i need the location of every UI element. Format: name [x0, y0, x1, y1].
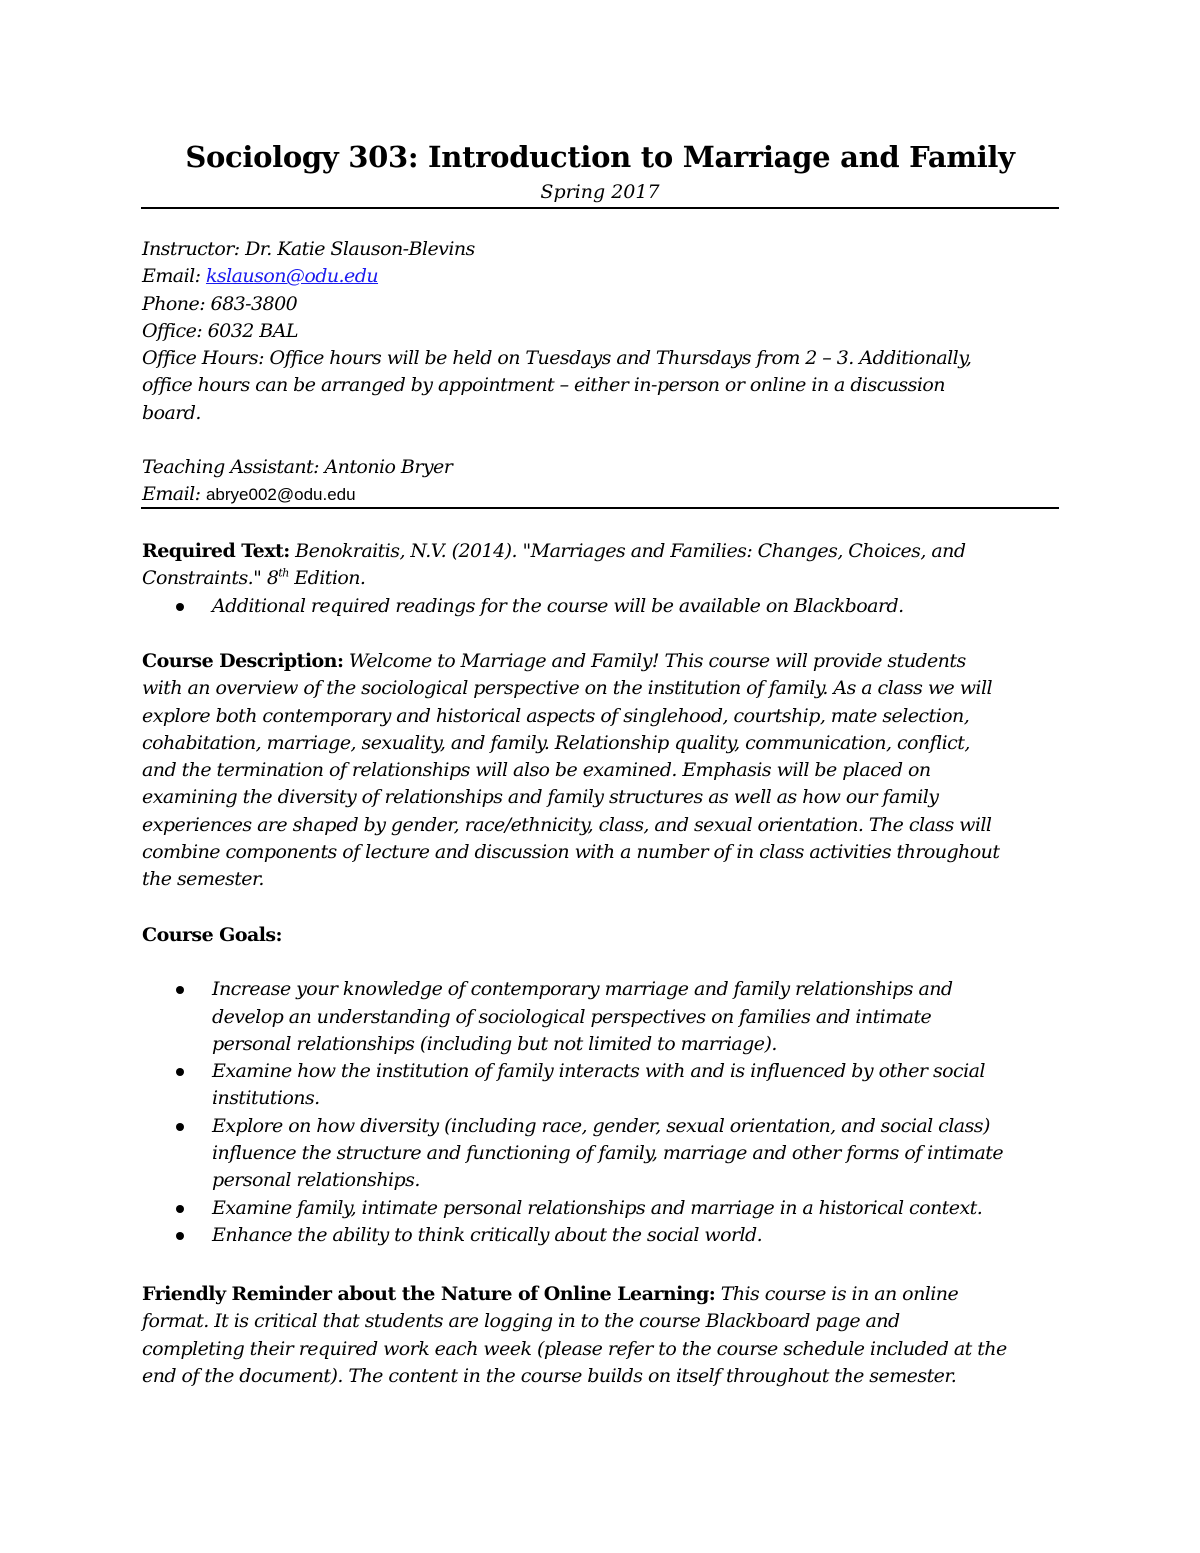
office-hours-line-3: board. [142, 401, 201, 424]
description-line-8: combine components of lecture and discussion with a number of in class activities throughout [142, 841, 1000, 864]
list-item [142, 1195, 1062, 1222]
required-text-section [142, 538, 1062, 620]
list-item-text: Additional required readings for the course will be available on Blackboard. [212, 594, 904, 617]
edition-superscript: th [278, 566, 289, 580]
goal-text: Explore on how diversity (including race, gender, sexual orientation, and social class) [212, 1114, 990, 1137]
required-text-label: Required Text: [142, 540, 290, 562]
ta-email-line [142, 481, 1062, 508]
ta-line: Teaching Assistant: Antonio Bryer [142, 456, 453, 479]
office-hours-line-2: office hours can be arranged by appointment – either in-person or online in a discussion [142, 374, 945, 397]
description-line-6: examining the diversity of relationships and family structures as well as how our family [142, 786, 939, 809]
goal-text: Increase your knowledge of contemporary marriage and family relationships and [212, 978, 953, 1001]
description-line-4: cohabitation, marriage, sexuality, and family. Relationship quality, communication, conflict, [142, 731, 970, 754]
instructor-line: Instructor: Dr. Katie Slauson-Blevins [142, 238, 475, 260]
page-title: Sociology 303: Introduction to Marriage and Family [185, 140, 1015, 174]
bullet-icon [176, 603, 184, 611]
course-description-label: Course Description: [142, 650, 344, 672]
office-hours-line-1: Office Hours: Office hours will be held on Tuesdays and Thursdays from 2 – 3. Additionally, [142, 347, 972, 370]
list-item [142, 593, 1062, 620]
bullet-icon [176, 1205, 184, 1213]
reminder-line-2: format. It is critical that students are logging in to the course Blackboard page and [142, 1310, 900, 1333]
ta-email-label: Email: [142, 483, 206, 506]
course-description-section [142, 648, 1062, 894]
reminder-label: Friendly Reminder about the Nature of Online Learning: [142, 1283, 716, 1305]
goal-text: personal relationships. [212, 1169, 420, 1192]
online-learning-reminder-section [142, 1281, 1062, 1390]
course-goals-section [142, 922, 1062, 1249]
email-line [142, 263, 1062, 290]
contact-divider [141, 507, 1059, 509]
contact-block [142, 236, 1062, 509]
edition-label: Edition. [288, 567, 366, 590]
reminder-line-4: end of the document). The content in the course builds on itself throughout the semester. [142, 1364, 957, 1387]
office-line: Office: 6032 BAL [142, 319, 298, 342]
list-item [142, 976, 1062, 1058]
list-item [142, 1222, 1062, 1249]
description-line-3: explore both contemporary and historical aspects of singlehood, courtship, mate selection, [142, 704, 970, 727]
instructor-email-link[interactable]: kslauson@odu.edu [205, 265, 379, 288]
goal-text: Examine family, intimate personal relationships and marriage in a historical context. [212, 1196, 983, 1219]
description-line-2: with an overview of the sociological perspective on the institution of family. As a class we will [142, 677, 993, 700]
goal-text: influence the structure and functioning of family, marriage and other forms of intimate [212, 1142, 1004, 1165]
goal-text: personal relationships (including but not limited to marriage). [212, 1032, 777, 1055]
required-text-citation: Benokraitis, N.V. (2014). "Marriages and Families: Changes, Choices, and [289, 540, 966, 562]
description-line-5: and the termination of relationships will also be examined. Emphasis will be placed on [142, 759, 931, 782]
description-line-9: the semester. [142, 868, 264, 891]
description-line-1 [142, 648, 1062, 675]
reminder-line-3: completing their required work each week (please refer to the course schedule included at the [142, 1337, 1007, 1360]
required-text-line-2 [142, 565, 1062, 592]
bullet-icon [176, 1232, 184, 1240]
required-text-line-1 [142, 538, 1062, 565]
term-subtitle: Spring 2017 [540, 181, 660, 203]
phone-line: Phone: 683-3800 [142, 292, 298, 315]
header-divider [141, 207, 1059, 209]
bullet-icon [176, 1068, 184, 1076]
bullet-icon [176, 1123, 184, 1131]
reminder-line-1 [142, 1281, 1062, 1308]
goal-text: institutions. [212, 1087, 320, 1110]
reminder-text: This course is in an online [715, 1283, 959, 1305]
goal-text: Examine how the institution of family interacts with and is influenced by other social [212, 1060, 985, 1083]
email-label: Email: [142, 265, 206, 288]
description-line-7: experiences are shaped by gender, race/ethnicity, class, and sexual orientation. The class will [142, 813, 992, 836]
required-text-title-end: Constraints." 8 [142, 567, 279, 590]
bullet-icon [176, 986, 184, 994]
goal-text: Enhance the ability to think critically about the social world. [212, 1223, 763, 1246]
ta-email: abrye002@odu.edu [205, 485, 356, 505]
course-goals-label: Course Goals: [142, 924, 283, 946]
list-item [142, 1113, 1062, 1195]
list-item [142, 1058, 1062, 1113]
goal-text: develop an understanding of sociological perspectives on families and intimate [212, 1005, 932, 1028]
description-text: Welcome to Marriage and Family! This course will provide students [343, 650, 966, 672]
